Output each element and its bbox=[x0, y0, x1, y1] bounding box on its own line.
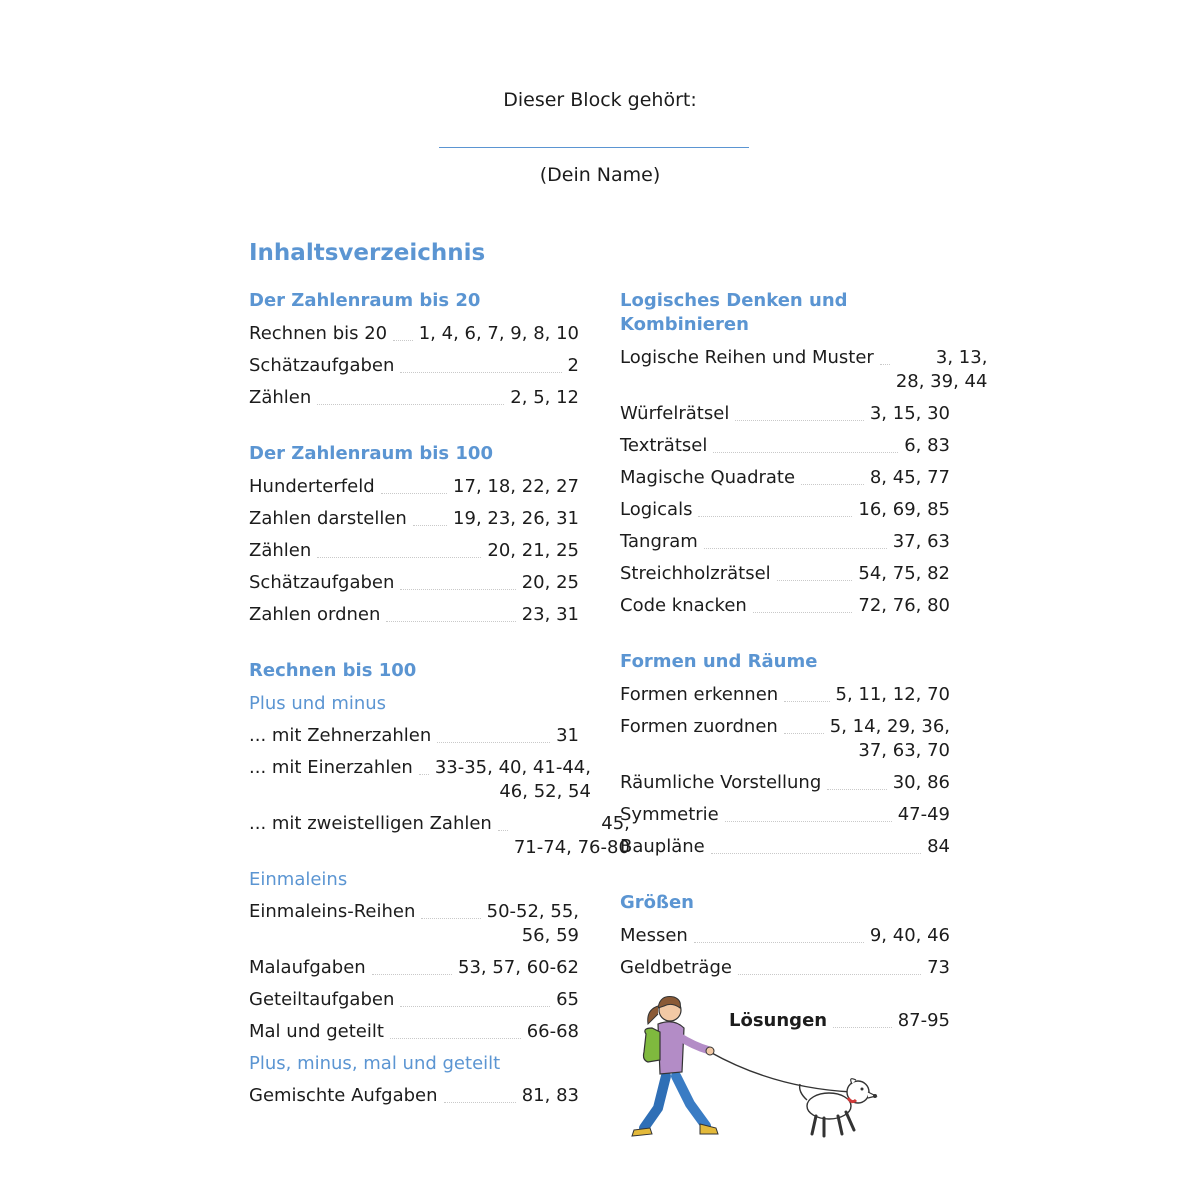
dot-leader bbox=[437, 724, 550, 743]
entry-pages: 31 bbox=[556, 725, 579, 746]
section-heading-logik: Logisches Denken und Kombinieren bbox=[620, 290, 848, 335]
entry-pages: 50-52, 55, 56, 59 bbox=[486, 901, 579, 946]
dot-leader bbox=[698, 498, 852, 517]
toc-entry bbox=[620, 434, 950, 458]
entry-label: Tangram bbox=[620, 531, 698, 552]
toc-entry bbox=[249, 812, 630, 860]
entry-pages: 2, 5, 12 bbox=[510, 387, 579, 408]
entry-label: Malaufgaben bbox=[249, 957, 366, 978]
toc-entry bbox=[249, 956, 579, 980]
subsection-heading-gemischt: Plus, minus, mal und geteilt bbox=[249, 1053, 501, 1074]
toc-entry bbox=[249, 1020, 579, 1044]
toc-left-column bbox=[249, 289, 630, 1116]
entry-label: Zahlen ordnen bbox=[249, 604, 381, 625]
entry-pages: 65 bbox=[556, 989, 579, 1010]
entry-label: Hunderterfeld bbox=[249, 476, 375, 497]
toc-title: Inhaltsverzeichnis bbox=[249, 240, 486, 266]
entry-label: Rechnen bis 20 bbox=[249, 323, 388, 344]
dot-leader bbox=[801, 466, 864, 485]
toc-entry bbox=[249, 1084, 579, 1108]
section-heading-formen: Formen und Räume bbox=[620, 651, 818, 672]
entry-label: Texträtsel bbox=[620, 435, 708, 456]
toc-entry bbox=[620, 346, 988, 394]
toc-entry bbox=[249, 756, 591, 804]
entry-label: Logicals bbox=[620, 499, 693, 520]
entry-label: Logische Reihen und Muster bbox=[620, 347, 874, 368]
entry-pages: 20, 21, 25 bbox=[487, 540, 579, 561]
dot-leader bbox=[827, 771, 886, 790]
dot-leader bbox=[390, 1020, 521, 1039]
entry-pages: 9, 40, 46 bbox=[869, 925, 950, 946]
dot-leader bbox=[738, 956, 921, 975]
toc-entry bbox=[620, 402, 950, 426]
entry-label: Geldbeträge bbox=[620, 957, 732, 978]
entry-pages: 6, 83 bbox=[904, 435, 950, 456]
section-heading-zahlenraum-100: Der Zahlenraum bis 100 bbox=[249, 443, 493, 464]
entry-pages: 84 bbox=[927, 836, 950, 857]
dot-leader bbox=[725, 803, 892, 822]
entry-label: Zahlen darstellen bbox=[249, 508, 407, 529]
subsection-heading-einmaleins: Einmaleins bbox=[249, 869, 348, 890]
toc-entry bbox=[620, 835, 950, 859]
dot-leader bbox=[753, 594, 853, 613]
dot-leader bbox=[381, 475, 447, 494]
toc-entry bbox=[249, 507, 579, 531]
entry-pages: 45, 71-74, 76-80 bbox=[513, 813, 630, 858]
toc-entry bbox=[249, 322, 579, 346]
entry-pages: 20, 25 bbox=[521, 572, 579, 593]
toc-entry bbox=[249, 603, 579, 627]
section-heading-rechnen-100: Rechnen bis 100 bbox=[249, 660, 417, 681]
entry-pages: 5, 14, 29, 36, 37, 63, 70 bbox=[829, 716, 950, 761]
entry-label: Mal und geteilt bbox=[249, 1021, 384, 1042]
dot-leader bbox=[777, 562, 853, 581]
dot-leader bbox=[413, 507, 447, 526]
entry-pages: 17, 18, 22, 27 bbox=[453, 476, 579, 497]
entry-pages: 1, 4, 6, 7, 9, 8, 10 bbox=[418, 323, 579, 344]
dot-leader bbox=[880, 346, 890, 365]
toc-entry bbox=[249, 900, 579, 948]
entry-label: Räumliche Vorstellung bbox=[620, 772, 822, 793]
entry-label: Messen bbox=[620, 925, 688, 946]
entry-pages: 3, 13, 28, 39, 44 bbox=[895, 347, 988, 392]
entry-label: Magische Quadrate bbox=[620, 467, 796, 488]
entry-label: Schätzaufgaben bbox=[249, 355, 395, 376]
name-line[interactable] bbox=[439, 147, 749, 148]
dot-leader bbox=[735, 402, 864, 421]
entry-pages: 66-68 bbox=[526, 1021, 579, 1042]
dot-leader bbox=[498, 812, 508, 831]
dot-leader bbox=[372, 956, 452, 975]
dot-leader bbox=[713, 434, 898, 453]
toc-entry bbox=[249, 571, 579, 595]
toc-entry bbox=[620, 924, 950, 948]
dot-leader bbox=[704, 530, 887, 549]
dot-leader bbox=[400, 988, 550, 1007]
dot-leader bbox=[400, 354, 561, 373]
entry-label: Würfelrätsel bbox=[620, 403, 730, 424]
dot-leader bbox=[711, 835, 921, 854]
entry-label: Schätzaufgaben bbox=[249, 572, 395, 593]
subsection-heading-plus-minus: Plus und minus bbox=[249, 693, 387, 714]
toc-entry bbox=[620, 715, 950, 763]
dot-leader bbox=[694, 924, 864, 943]
entry-pages: 81, 83 bbox=[521, 1085, 579, 1106]
toc-entry bbox=[249, 475, 579, 499]
toc-entry bbox=[249, 386, 579, 410]
dot-leader bbox=[419, 756, 429, 775]
entry-label: Einmaleins-Reihen bbox=[249, 901, 416, 922]
dot-leader bbox=[386, 603, 515, 622]
entry-label: Gemischte Aufgaben bbox=[249, 1085, 438, 1106]
entry-label: ... mit Zehnerzahlen bbox=[249, 725, 432, 746]
entry-pages: 16, 69, 85 bbox=[858, 499, 950, 520]
entry-label: Baupläne bbox=[620, 836, 705, 857]
toc-right-column bbox=[620, 289, 988, 988]
toc-entry bbox=[620, 466, 950, 490]
girl-walking-dog-icon bbox=[624, 988, 894, 1144]
toc-entry bbox=[620, 562, 950, 586]
entry-pages: 19, 23, 26, 31 bbox=[453, 508, 579, 529]
entry-pages: 33-35, 40, 41-44, 46, 52, 54 bbox=[434, 757, 591, 802]
toc-entry bbox=[249, 539, 579, 563]
entry-label: Code knacken bbox=[620, 595, 747, 616]
toc-entry bbox=[620, 771, 950, 795]
toc-entry bbox=[620, 956, 950, 980]
entry-label: Zählen bbox=[249, 387, 312, 408]
entry-pages: 5, 11, 12, 70 bbox=[835, 684, 950, 705]
dot-leader bbox=[421, 900, 480, 919]
toc-entry bbox=[249, 724, 579, 748]
toc-entry bbox=[620, 498, 950, 522]
dot-leader bbox=[784, 683, 829, 702]
entry-pages: 3, 15, 30 bbox=[869, 403, 950, 424]
entry-label: ... mit Einerzahlen bbox=[249, 757, 413, 778]
entry-pages: 53, 57, 60-62 bbox=[458, 957, 579, 978]
entry-label: Lösungen bbox=[729, 1010, 828, 1031]
section-heading-groessen: Größen bbox=[620, 892, 694, 913]
dot-leader bbox=[444, 1084, 516, 1103]
name-hint: (Dein Name) bbox=[539, 164, 661, 186]
entry-label: Symmetrie bbox=[620, 804, 719, 825]
entry-pages: 37, 63 bbox=[892, 531, 950, 552]
toc-entry bbox=[620, 803, 950, 827]
dot-leader bbox=[317, 539, 481, 558]
entry-label: Zählen bbox=[249, 540, 312, 561]
entry-label: Streichholzrätsel bbox=[620, 563, 771, 584]
entry-label: Formen erkennen bbox=[620, 684, 779, 705]
toc-entry bbox=[620, 683, 950, 707]
entry-pages: 72, 76, 80 bbox=[858, 595, 950, 616]
section-heading-zahlenraum-20: Der Zahlenraum bis 20 bbox=[249, 290, 481, 311]
toc-entry bbox=[249, 988, 579, 1012]
entry-label: Formen zuordnen bbox=[620, 716, 778, 737]
dot-leader bbox=[393, 322, 413, 341]
dot-leader bbox=[317, 386, 504, 405]
entry-label: ... mit zweistelligen Zahlen bbox=[249, 813, 492, 834]
owner-label: Dieser Block gehört: bbox=[503, 89, 697, 111]
entry-pages: 2 bbox=[567, 355, 579, 376]
entry-pages: 87-95 bbox=[897, 1010, 950, 1031]
entry-pages: 23, 31 bbox=[521, 604, 579, 625]
entry-pages: 73 bbox=[927, 957, 950, 978]
toc-entry bbox=[620, 530, 950, 554]
dot-leader bbox=[784, 715, 824, 734]
entry-pages: 8, 45, 77 bbox=[869, 467, 950, 488]
entry-pages: 30, 86 bbox=[892, 772, 950, 793]
entry-pages: 47-49 bbox=[897, 804, 950, 825]
toc-entry bbox=[249, 354, 579, 378]
toc-entry bbox=[620, 594, 950, 618]
dot-leader bbox=[400, 571, 515, 590]
entry-pages: 54, 75, 82 bbox=[858, 563, 950, 584]
entry-label: Geteiltaufgaben bbox=[249, 989, 395, 1010]
